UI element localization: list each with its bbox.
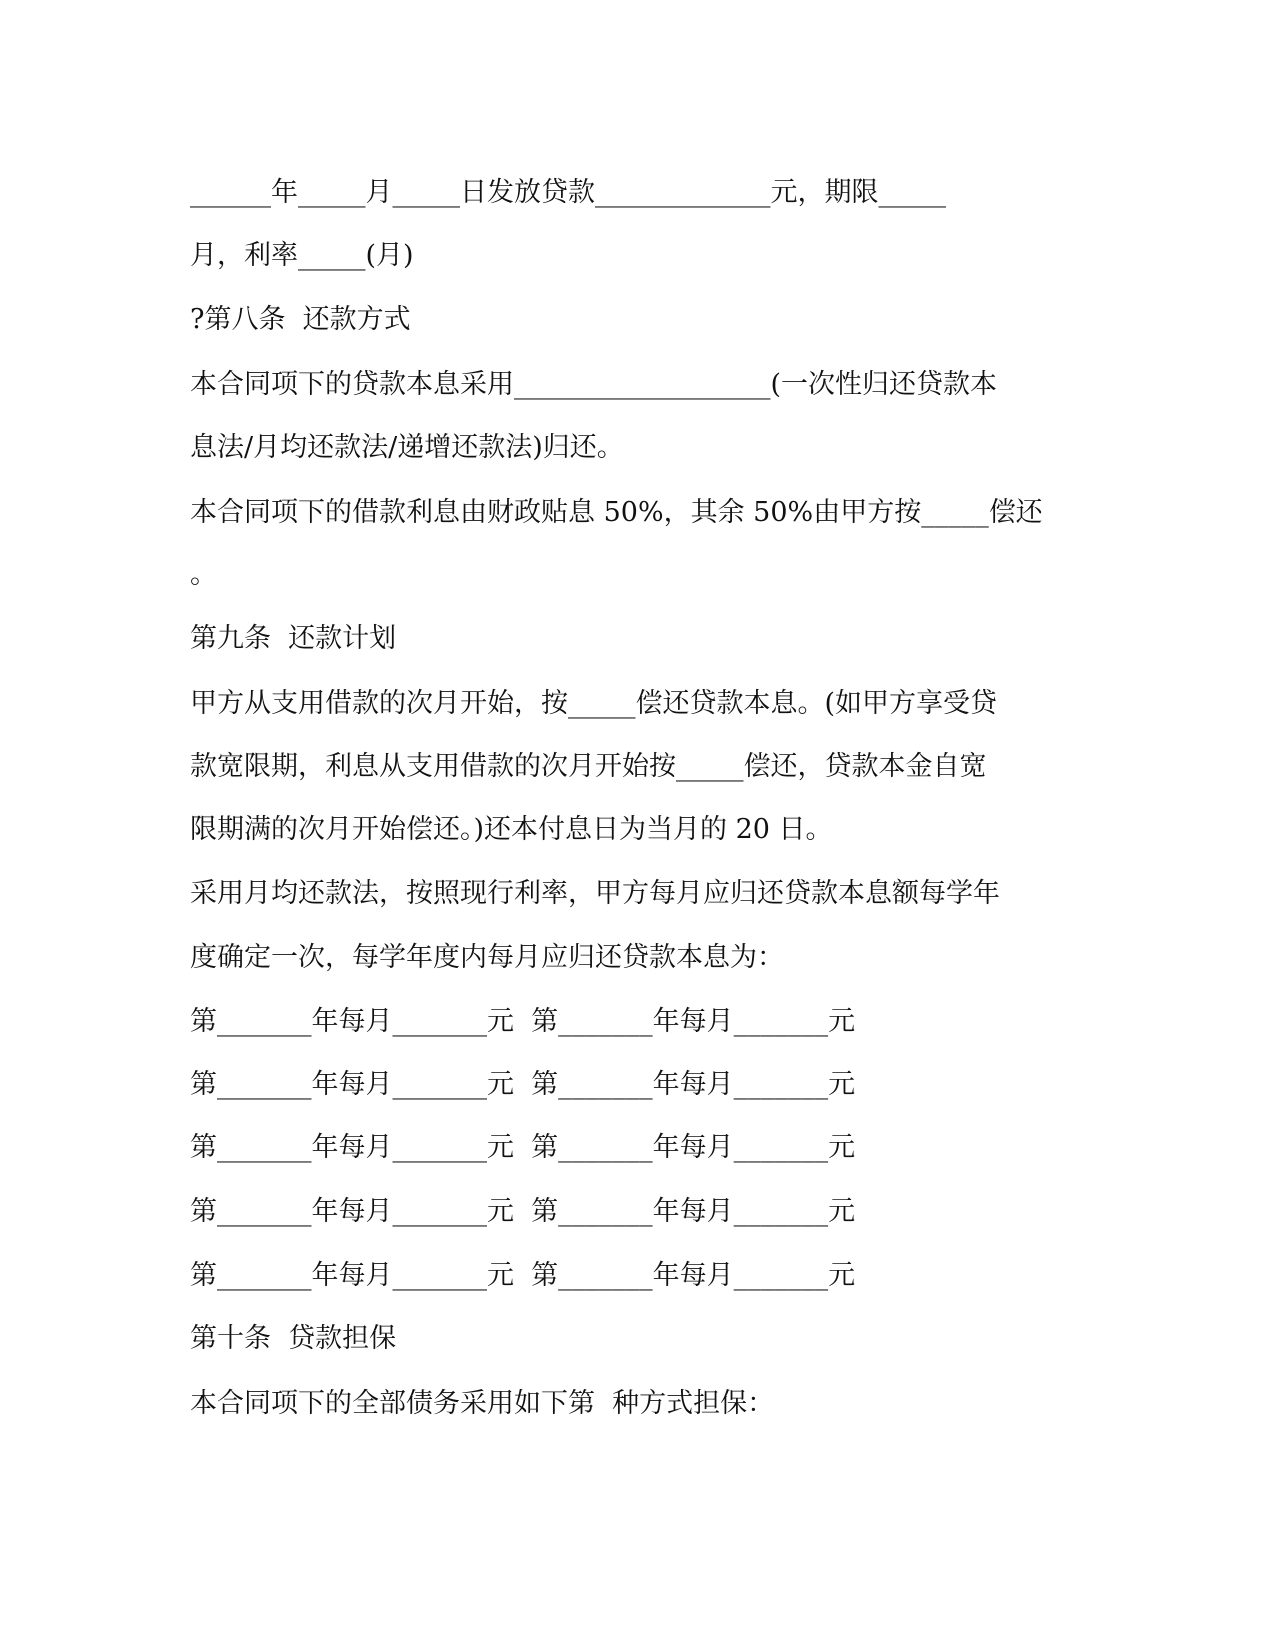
repayment-method-line-1: 本合同项下的贷款本息采用___________________(一次性归还贷款本	[190, 369, 998, 400]
repayment-plan-line-3: 限期满的次月开始偿还。)还本付息日为当月的 20 日。	[190, 814, 833, 845]
yearly-amount-row-5: 第_______年每月_______元 第_______年每月_______元	[190, 1260, 856, 1291]
interest-subsidy-line: 本合同项下的借款利息由财政贴息 50%，其余 50%由甲方按_____偿还	[190, 497, 1043, 528]
repayment-plan-line-2: 款宽限期，利息从支用借款的次月开始按_____偿还，贷款本金自宽	[190, 751, 987, 782]
yearly-amount-row-4: 第_______年每月_______元 第_______年每月_______元	[190, 1196, 856, 1227]
repayment-plan-line-1: 甲方从支用借款的次月开始，按_____偿还贷款本息。(如甲方享受贷	[190, 688, 998, 719]
loan-disbursement-line: ______年_____月_____日发放贷款_____________元，期限_____	[190, 177, 946, 208]
yearly-amount-row-2: 第_______年每月_______元 第_______年每月_______元	[190, 1069, 856, 1100]
article-10-heading: 第十条 贷款担保	[190, 1323, 397, 1354]
interest-rate-line: 月，利率_____(月)	[190, 240, 414, 271]
monthly-repayment-line-2: 度确定一次，每学年度内每月应归还贷款本息为：	[190, 942, 784, 973]
monthly-repayment-line-1: 采用月均还款法，按照现行利率，甲方每月应归还贷款本息额每学年	[190, 878, 1000, 909]
interest-subsidy-line-end: 。	[190, 559, 217, 590]
yearly-amount-row-3: 第_______年每月_______元 第_______年每月_______元	[190, 1132, 856, 1163]
article-8-heading: ?第八条 还款方式	[190, 304, 411, 335]
yearly-amount-row-1: 第_______年每月_______元 第_______年每月_______元	[190, 1006, 856, 1037]
repayment-method-line-2: 息法/月均还款法/递增还款法)归还。	[190, 432, 624, 463]
guarantee-method-line: 本合同项下的全部债务采用如下第 种方式担保：	[190, 1388, 775, 1419]
article-9-heading: 第九条 还款计划	[190, 623, 397, 654]
